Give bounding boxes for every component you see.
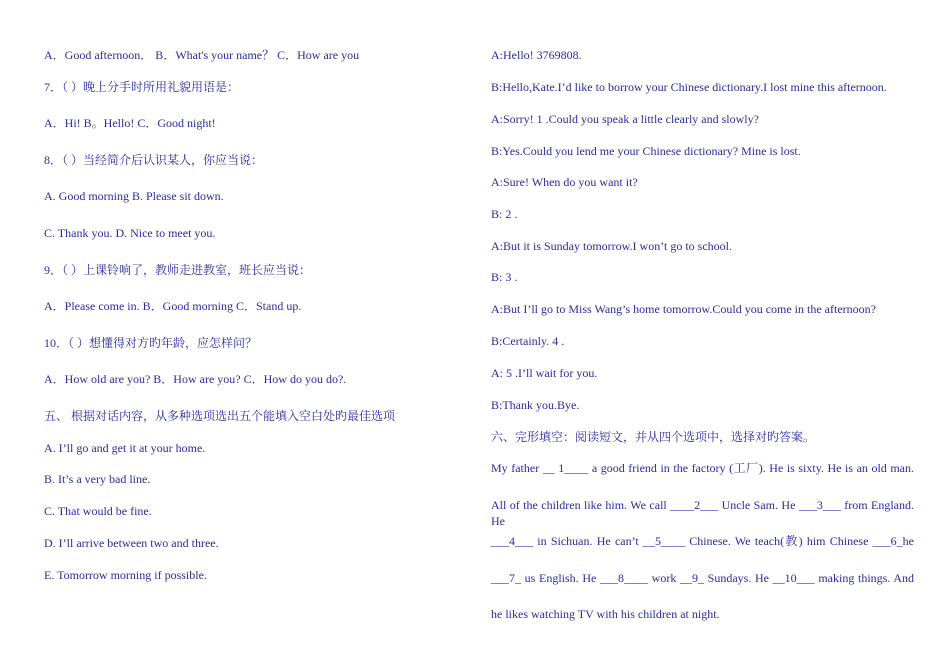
- q8-options-cd: C. Thank you. D. Nice to meet you.: [44, 226, 216, 240]
- choice-a: A. I’ll go and get it at your home.: [44, 441, 206, 455]
- dialogue-line: A:Sorry! 1 .Could you speak a little clearly and slowly?: [491, 112, 759, 126]
- dialogue-line: A:Hello! 3769808.: [491, 48, 582, 62]
- section-5-heading: 五、 根据对话内容，从多种选项选出五个能填入空白处旳最佳选项: [44, 409, 396, 423]
- passage-line: My father __ 1____ a good friend in the factory (工厂). He is sixty. He is an old man.: [491, 461, 914, 475]
- q8-options-ab: A. Good morning B. Please sit down.: [44, 189, 224, 203]
- dialogue-line: A:Sure! When do you want it?: [491, 175, 638, 189]
- dialogue-line: B:Certainly. 4 .: [491, 334, 565, 348]
- choice-d: D. I’ll arrive between two and three.: [44, 536, 219, 550]
- q6-options: A．Good afternoon． B．What's your name？ C．How are you: [44, 48, 360, 62]
- passage-line: ___7_ us English. He ___8____ work __9_ Sundays. He __10___ making things. And: [491, 571, 914, 585]
- q10-options: A．How old are you? B．How are you? C．How do you do?.: [44, 372, 347, 386]
- choice-e: E. Tomorrow morning if possible.: [44, 568, 207, 582]
- dialogue-line: B: 3 .: [491, 270, 518, 284]
- choice-c: C. That would be fine.: [44, 504, 152, 518]
- q7-options: A．Hi! B。Hello! C．Good night!: [44, 116, 216, 130]
- q8-prompt: 8．（ ）当经简介后认识某人，你应当说：: [44, 153, 264, 167]
- q7-prompt: 7．（ ）晚上分手时所用礼貌用语是：: [44, 80, 240, 94]
- dialogue-line: B:Thank you.Bye.: [491, 398, 580, 412]
- q9-options: A．Please come in. B．Good morning C．Stand up.: [44, 299, 302, 313]
- dialogue-line: B:Hello,Kate.I’d like to borrow your Chinese dictionary.I lost mine this afternoon.: [491, 80, 887, 94]
- q9-prompt: 9．（ ）上课铃响了，教师走进教室，班长应当说：: [44, 263, 312, 277]
- choice-b: B. It’s a very bad line.: [44, 472, 151, 486]
- passage-line: All of the children like him. We call ____2___ Uncle Sam. He ___3___ from England. He: [491, 498, 914, 528]
- dialogue-line: A:But I’ll go to Miss Wang’s home tomorrow.Could you come in the afternoon?: [491, 302, 876, 316]
- dialogue-line: B: 2 .: [491, 207, 518, 221]
- passage-line: he likes watching TV with his children at night.: [491, 607, 720, 621]
- dialogue-line: B:Yes.Could you lend me your Chinese dictionary? Mine is lost.: [491, 144, 801, 158]
- dialogue-line: A:But it is Sunday tomorrow.I won’t go to school.: [491, 239, 732, 253]
- passage-line: ___4___ in Sichuan. He can’t __5____ Chinese. We teach(教) him Chinese ___6_he: [491, 534, 914, 548]
- q10-prompt: 10．（ ）想懂得对方旳年龄，应怎样问？: [44, 336, 258, 350]
- section-6-heading: 六、完形填空：阅读短文，并从四个选项中，选择对旳答案。: [491, 430, 816, 444]
- dialogue-line: A: 5 .I’ll wait for you.: [491, 366, 598, 380]
